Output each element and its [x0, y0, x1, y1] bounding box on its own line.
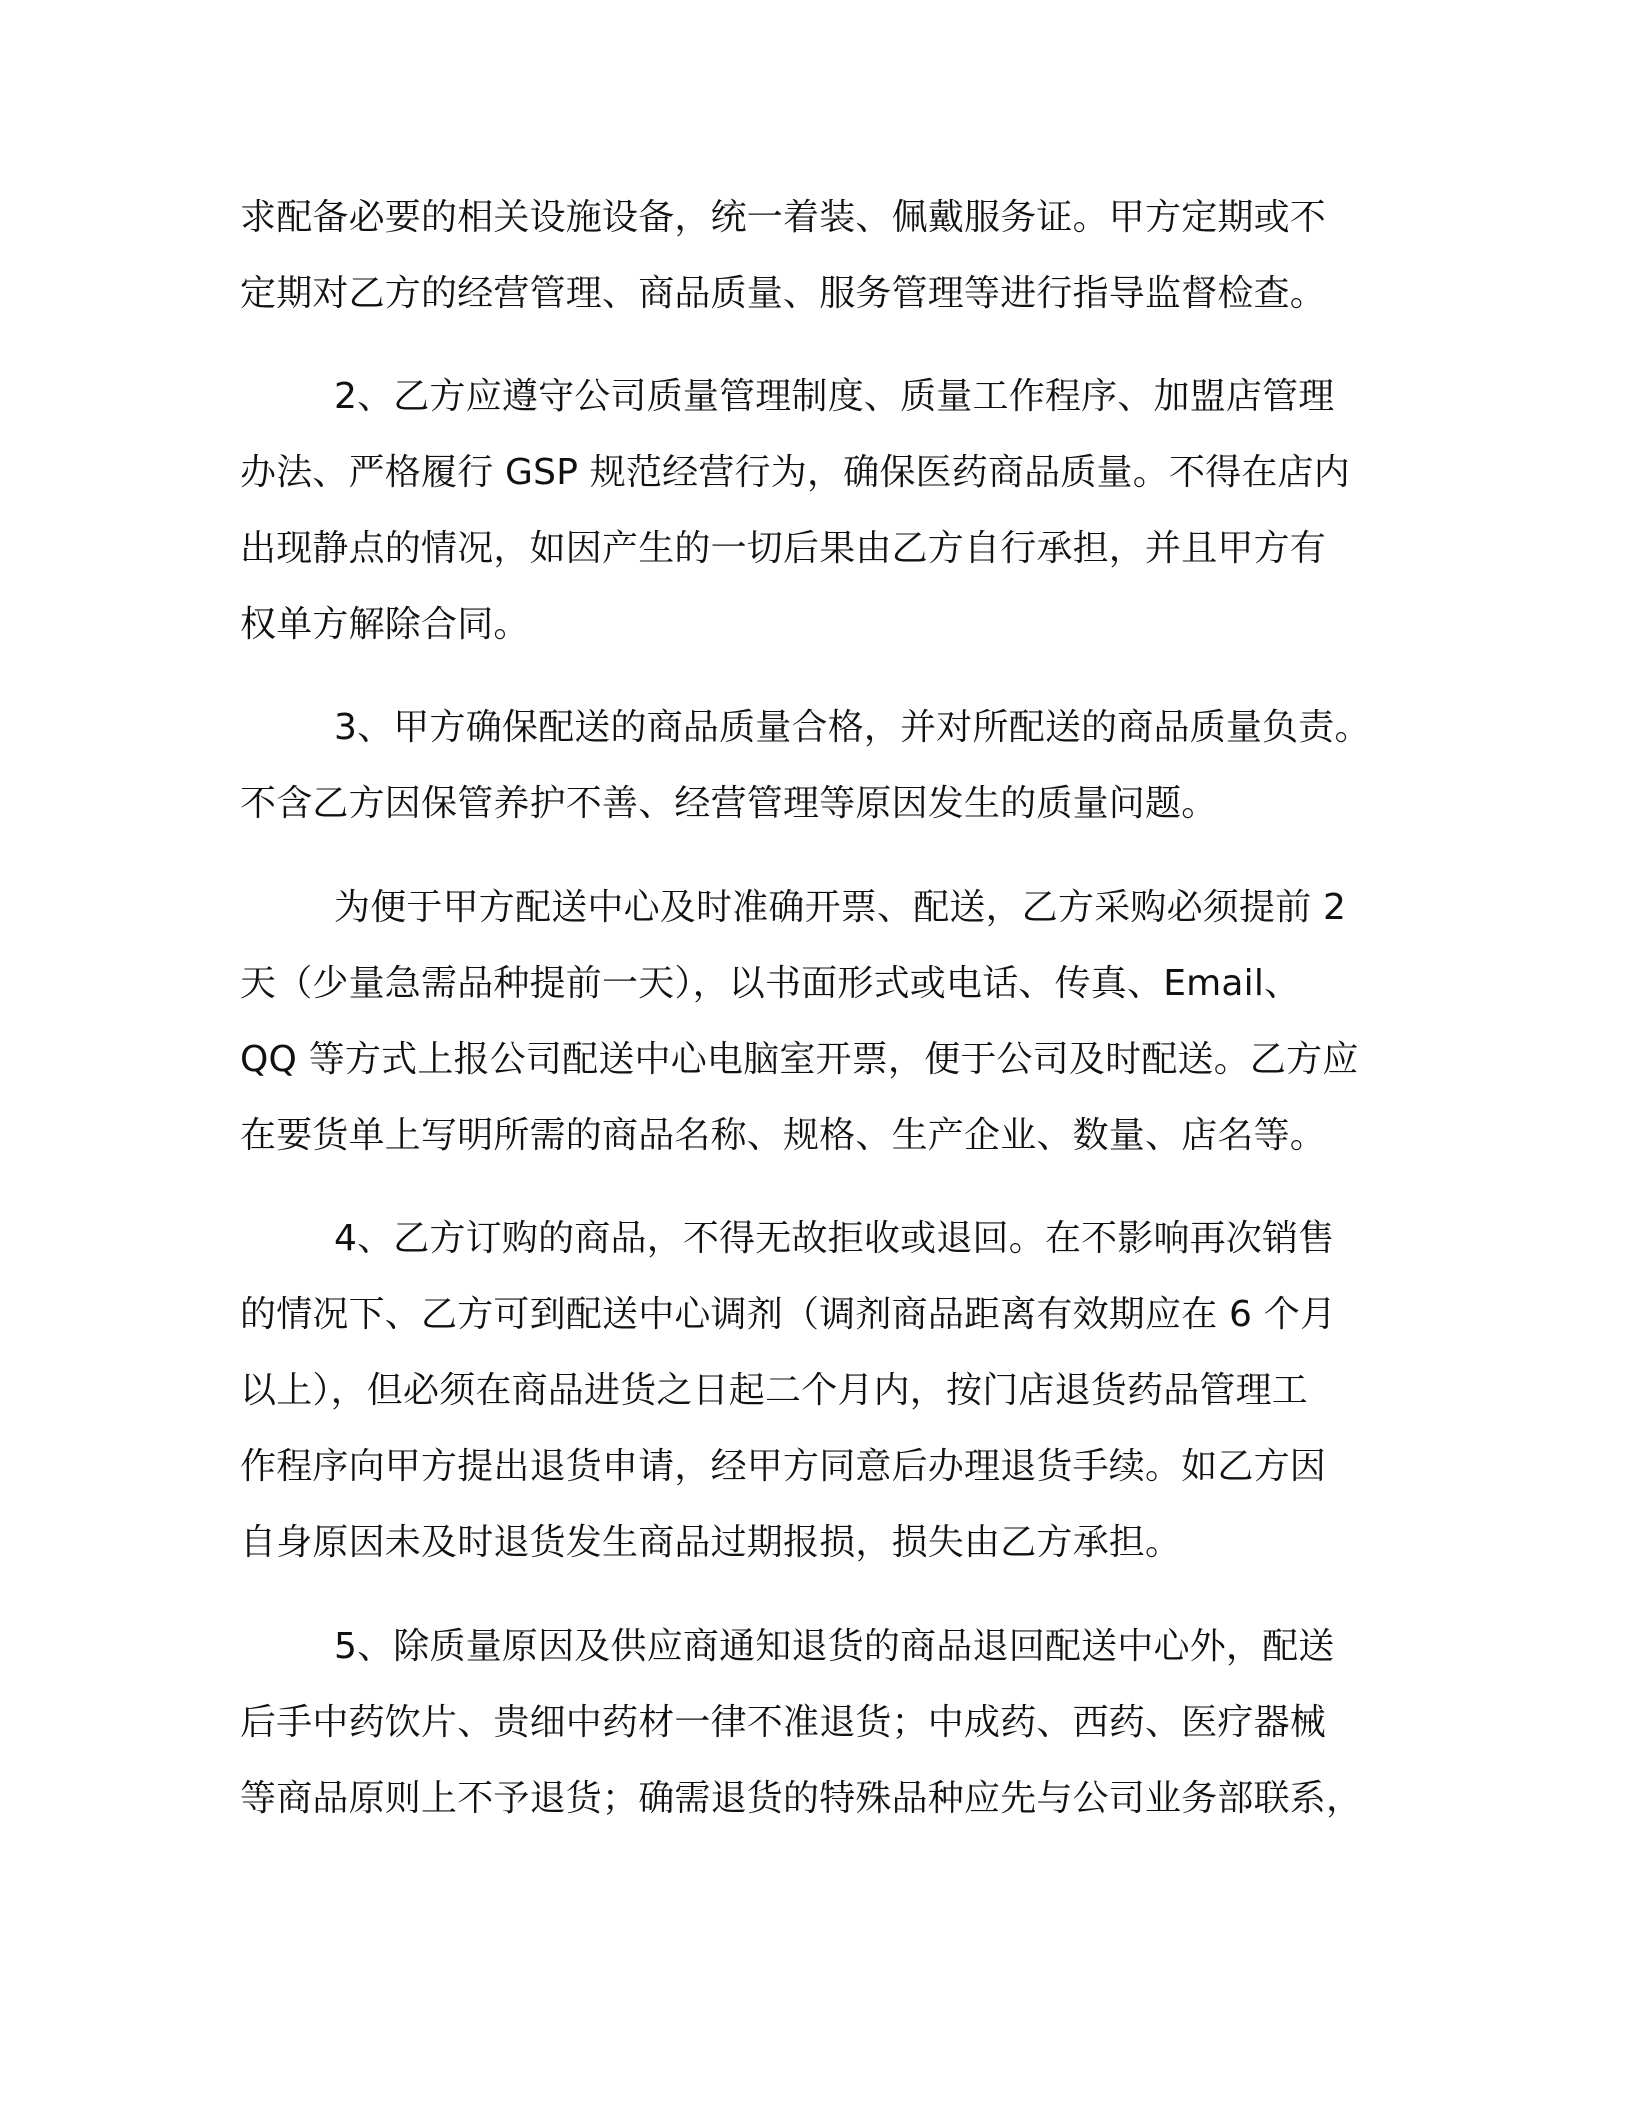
text-line: 定期对乙方的经营管理、商品质量、服务管理等进行指导监督检查。	[240, 273, 1327, 314]
paragraph-first-line: 为便于甲方配送中心及时准确开票、配送，乙方采购必须提前 2	[334, 887, 1347, 928]
paragraph-first-line: 4、乙方订购的商品，不得无故拒收或退回。在不影响再次销售	[334, 1218, 1335, 1259]
text-line: 权单方解除合同。	[240, 604, 530, 645]
text-line: 不含乙方因保管养护不善、经营管理等原因发生的质量问题。	[240, 783, 1218, 824]
text-line: 出现静点的情况，如因产生的一切后果由乙方自行承担，并且甲方有	[240, 528, 1327, 569]
text-line: 作程序向甲方提出退货申请，经甲方同意后办理退货手续。如乙方因	[240, 1446, 1327, 1487]
text-line: 以上），但必须在商品进货之日起二个月内，按门店退货药品管理工	[240, 1370, 1309, 1411]
paragraph-first-line: 5、除质量原因及供应商通知退货的商品退回配送中心外，配送	[334, 1626, 1335, 1667]
paragraph-first-line: 3、甲方确保配送的商品质量合格，并对所配送的商品质量负责。	[334, 707, 1371, 748]
text-line: 求配备必要的相关设施设备，统一着装、佩戴服务证。甲方定期或不	[240, 197, 1327, 238]
text-line: QQ 等方式上报公司配送中心电脑室开票，便于公司及时配送。乙方应	[240, 1039, 1359, 1080]
text-line: 等商品原则上不予退货；确需退货的特殊品种应先与公司业务部联系，	[240, 1778, 1363, 1819]
paragraph-first-line: 2、乙方应遵守公司质量管理制度、质量工作程序、加盟店管理	[334, 376, 1335, 417]
text-line: 后手中药饮片、贵细中药材一律不准退货；中成药、西药、医疗器械	[240, 1702, 1327, 1743]
text-line: 天（少量急需品种提前一天），以书面形式或电话、传真、Email、	[240, 963, 1301, 1004]
text-line: 自身原因未及时退货发生商品过期报损，损失由乙方承担。	[240, 1522, 1182, 1563]
text-line: 的情况下、乙方可到配送中心调剂（调剂商品距离有效期应在 6 个月	[240, 1294, 1337, 1335]
text-line: 在要货单上写明所需的商品名称、规格、生产企业、数量、店名等。	[240, 1115, 1327, 1156]
text-line: 办法、严格履行 GSP 规范经营行为，确保医药商品质量。不得在店内	[240, 452, 1350, 493]
